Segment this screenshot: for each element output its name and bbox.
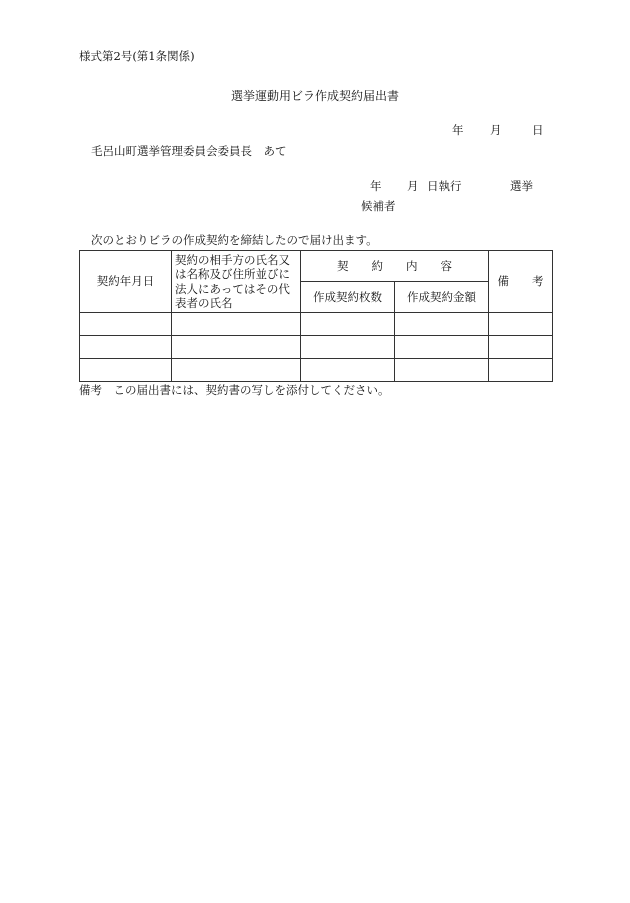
cell-quantity[interactable] (301, 313, 395, 336)
note: 備考 この届出書には、契約書の写しを添付してください。 (79, 383, 390, 397)
election-month: 月 (407, 179, 419, 193)
header-contract-party: 契約の相手方の氏名又は名称及び住所並びに法人にあってはその代表者の氏名 (172, 251, 301, 313)
cell-amount[interactable] (395, 359, 489, 382)
cell-amount[interactable] (395, 313, 489, 336)
cell-amount[interactable] (395, 336, 489, 359)
cell-contract-date[interactable] (80, 313, 172, 336)
table-row (80, 336, 553, 359)
cell-contract-party[interactable] (172, 313, 301, 336)
cell-contract-date[interactable] (80, 359, 172, 382)
cell-contract-party[interactable] (172, 336, 301, 359)
date-fields (452, 125, 544, 137)
header-contract-contents: 契 約 内 容 (301, 251, 489, 282)
header-remarks: 備 考 (489, 251, 553, 313)
cell-quantity[interactable] (301, 359, 395, 382)
election-year: 年 (370, 179, 382, 193)
cell-contract-date[interactable] (80, 336, 172, 359)
cell-quantity[interactable] (301, 336, 395, 359)
header-quantity: 作成契約枚数 (301, 282, 395, 313)
table-row (80, 359, 553, 382)
header-amount: 作成契約金額 (395, 282, 489, 313)
cell-remarks[interactable] (489, 359, 553, 382)
election-type: 選挙 (510, 179, 533, 193)
date-day: 日 (532, 123, 544, 137)
election-date-line (370, 181, 533, 193)
date-month: 月 (490, 123, 502, 137)
election-executed: 日執行 (427, 179, 462, 193)
cell-remarks[interactable] (489, 313, 553, 336)
form-number: 様式第2号(第1条関係) (79, 49, 195, 63)
candidate-label: 候補者 (361, 199, 396, 213)
statement: 次のとおりビラの作成契約を締結したので届け出ます。 (91, 233, 378, 247)
cell-contract-party[interactable] (172, 359, 301, 382)
contract-table (79, 250, 553, 382)
cell-remarks[interactable] (489, 336, 553, 359)
date-year: 年 (452, 123, 464, 137)
table-row (80, 313, 553, 336)
addressee: 毛呂山町選挙管理委員会委員長 あて (91, 144, 287, 158)
document-title: 選挙運動用ビラ作成契約届出書 (230, 89, 399, 103)
header-contract-date: 契約年月日 (80, 251, 172, 313)
